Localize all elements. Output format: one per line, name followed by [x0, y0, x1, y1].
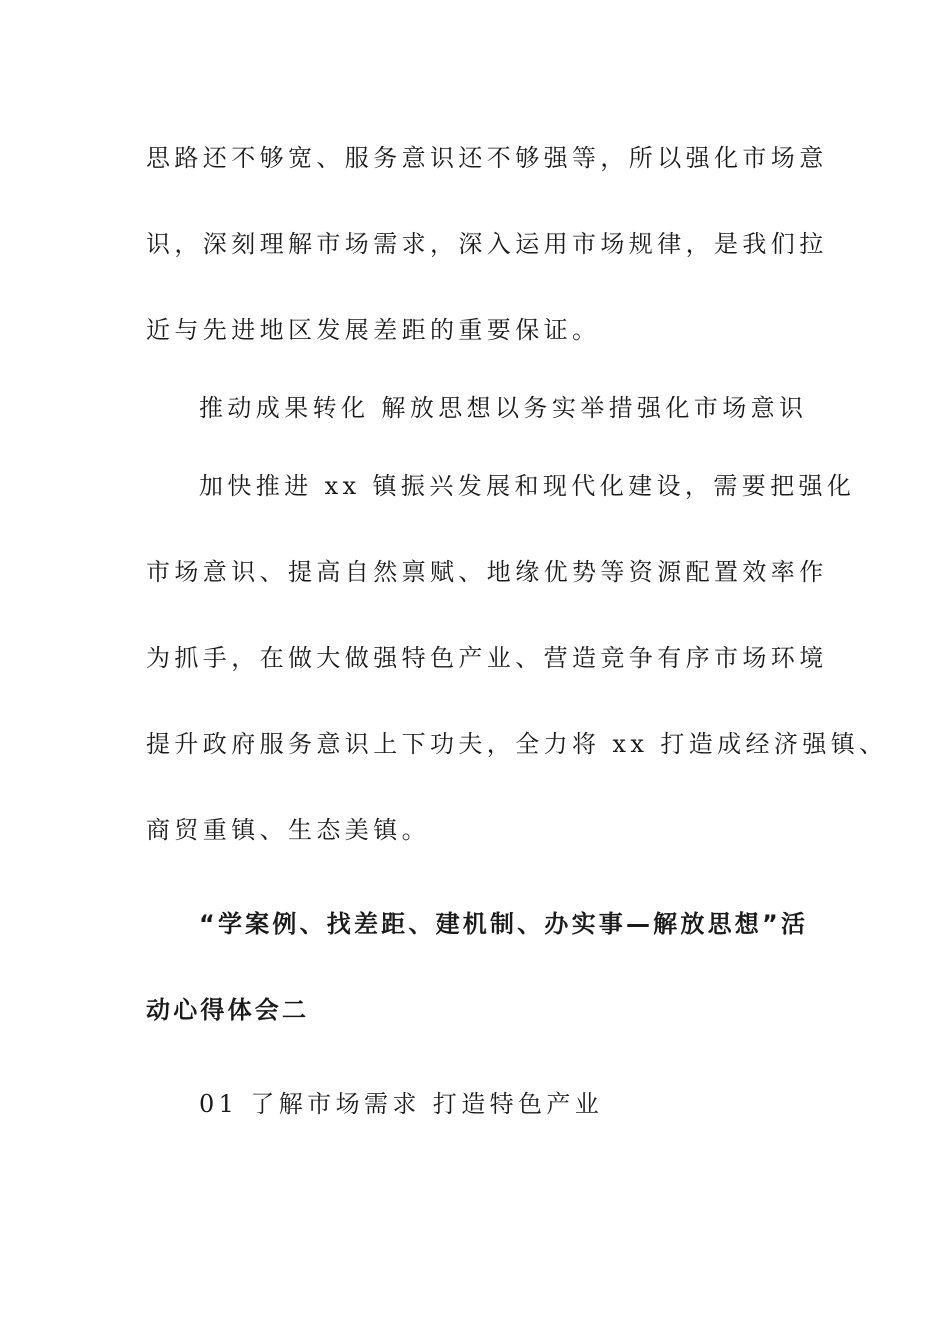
paragraph-line: 商贸重镇、生态美镇。 — [146, 816, 430, 844]
paragraph-line: 识，深刻理解市场需求，深入运用市场规律，是我们拉 — [146, 230, 828, 258]
article-title-line: 动心得体会二 — [146, 996, 310, 1024]
article-title-line: “学案例、找差距、建机制、办实事—解放思想”活 — [199, 910, 809, 938]
paragraph-line: 市场意识、提高自然禀赋、地缘优势等资源配置效率作 — [146, 558, 828, 586]
section-subheading: 推动成果转化 解放思想以务实举措强化市场意识 — [199, 394, 808, 422]
section-subheading: 01 了解市场需求 打造特色产业 — [199, 1090, 604, 1118]
paragraph-line: 为抓手，在做大做强特色产业、营造竞争有序市场环境 — [146, 644, 828, 672]
paragraph-line: 近与先进地区发展差距的重要保证。 — [146, 316, 601, 344]
paragraph-line: 加快推进 xx 镇振兴发展和现代化建设，需要把强化 — [199, 472, 856, 500]
paragraph-line: 提升政府服务意识上下功夫，全力将 xx 打造成经济强镇、 — [146, 730, 888, 758]
paragraph-line: 思路还不够宽、服务意识还不够强等，所以强化市场意 — [146, 144, 828, 172]
